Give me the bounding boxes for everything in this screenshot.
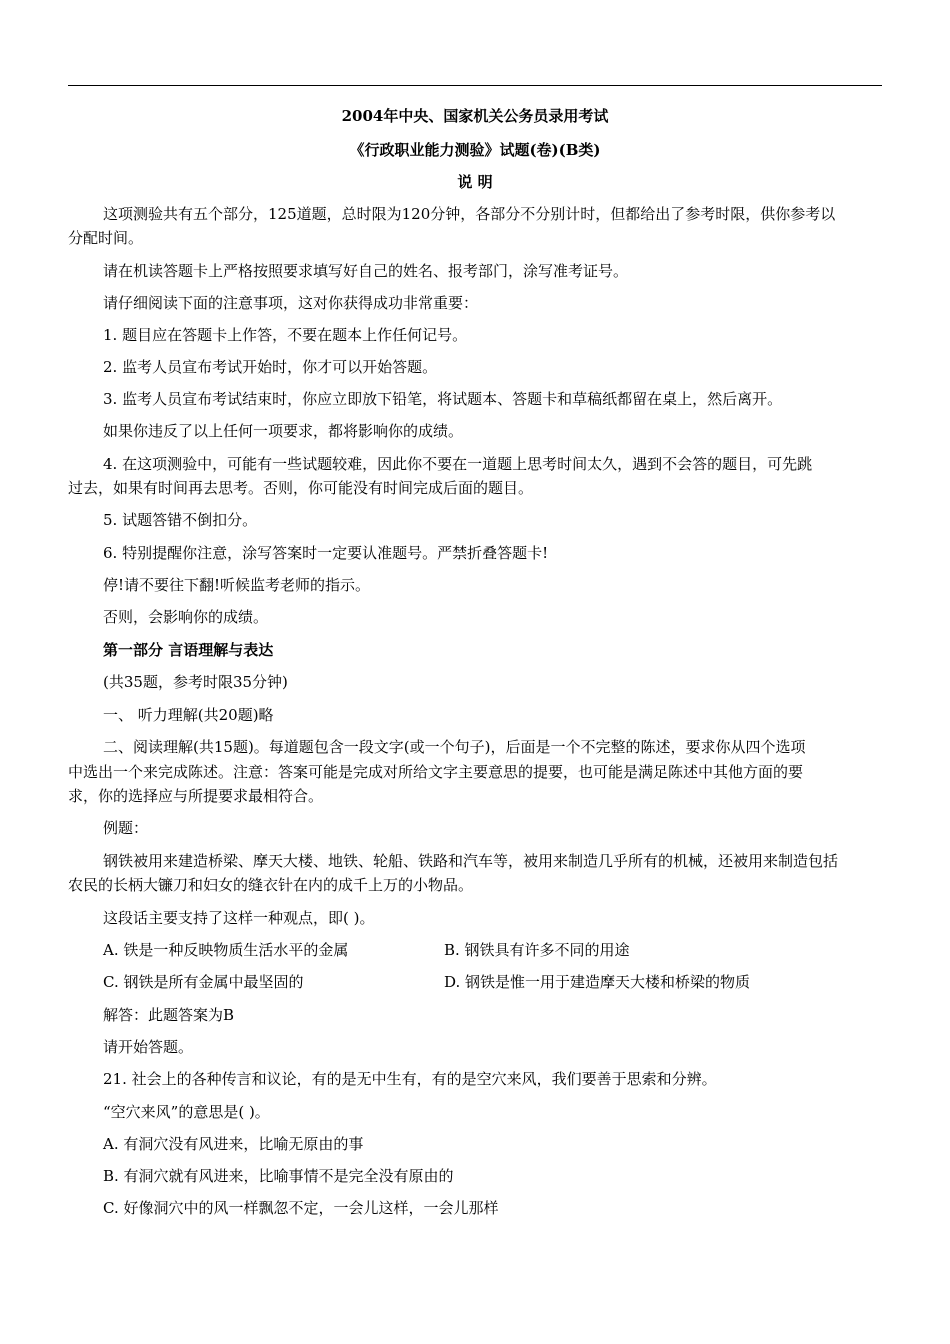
notice-item-4-line2: 过去，如果有时间再去思考。否则，你可能没有时间完成后面的题目。 <box>68 479 534 497</box>
otherwise-notice: 否则，会影响你的成绩。 <box>103 608 269 626</box>
part1-note: (共35题，参考时限35分钟) <box>103 673 288 691</box>
top-rule <box>68 85 882 86</box>
violation-warning: 如果你违反了以上任何一项要求，都将影响你的成绩。 <box>103 422 464 440</box>
notice-item-4-line1: 4. 在这项测验中，可能有一些试题较难，因此你不要在一道题上思考时间太久，遇到不会答的题目，可先跳 <box>103 455 813 473</box>
stop-notice: 停!请不要往下翻!听候监考老师的指示。 <box>103 576 371 594</box>
question-21-option-b: B. 有洞穴就有风进来，比喻事情不是完全没有原由的 <box>103 1167 454 1185</box>
instructions-heading: 说 明 <box>457 173 493 191</box>
question-21-option-a: A. 有洞穴没有风进来，比喻无原由的事 <box>103 1135 364 1153</box>
notice-lead: 请仔细阅读下面的注意事项，这对你获得成功非常重要： <box>103 294 479 312</box>
intro-paragraph-line2: 分配时间。 <box>68 229 144 247</box>
example-label: 例题： <box>103 819 149 837</box>
intro-paragraph-line1: 这项测验共有五个部分，125道题，总时限为120分钟，各部分不分别计时，但都给出了参考时限，供你参考以 <box>103 205 836 223</box>
question-21-prompt: “空穴来风”的意思是( )。 <box>103 1103 270 1121</box>
listening-section: 一、 听力理解(共20题)略 <box>103 706 274 724</box>
example-answer: 解答：此题答案为B <box>103 1006 235 1024</box>
example-option-d: D. 钢铁是惟一用于建造摩天大楼和桥梁的物质 <box>444 973 751 991</box>
reading-section-line3: 求，你的选择应与所提要求最相符合。 <box>68 787 324 805</box>
example-question: 这段话主要支持了这样一种观点，即( )。 <box>103 909 375 927</box>
example-text-line2: 农民的长柄大镰刀和妇女的缝衣针在内的成千上万的小物品。 <box>68 876 474 894</box>
answer-sheet-instruction: 请在机读答题卡上严格按照要求填写好自己的姓名、报考部门，涂写准考证号。 <box>103 262 629 280</box>
notice-item-3: 3. 监考人员宣布考试结束时，你应立即放下铅笔，将试题本、答题卡和草稿纸都留在桌上，然后离开。 <box>103 390 783 408</box>
question-21-option-c: C. 好像洞穴中的风一样飘忽不定，一会儿这样，一会儿那样 <box>103 1199 499 1217</box>
begin-notice: 请开始答题。 <box>103 1038 194 1056</box>
exam-title: 2004年中央、国家机关公务员录用考试 <box>341 107 609 125</box>
part1-heading: 第一部分 言语理解与表达 <box>103 641 274 659</box>
question-21-text: 21. 社会上的各种传言和议论，有的是无中生有，有的是空穴来风，我们要善于思索和分辨。 <box>103 1070 717 1088</box>
example-text-line1: 钢铁被用来建造桥梁、摩天大楼、地铁、轮船、铁路和汽车等，被用来制造几乎所有的机械，还被用来制造包括 <box>103 852 839 870</box>
example-option-b: B. 钢铁具有许多不同的用途 <box>444 941 630 959</box>
reading-section-line1: 二、阅读理解(共15题)。每道题包含一段文字(或一个句子)，后面是一个不完整的陈述，要求你从四个选项 <box>103 738 806 756</box>
notice-item-6: 6. 特别提醒你注意，涂写答案时一定要认准题号。严禁折叠答题卡! <box>103 544 549 562</box>
notice-item-2: 2. 监考人员宣布考试开始时，你才可以开始答题。 <box>103 358 438 376</box>
exam-subtitle: 《行政职业能力测验》试题(卷)(B类) <box>349 141 601 159</box>
example-option-c: C. 钢铁是所有金属中最坚固的 <box>103 973 304 991</box>
notice-item-5: 5. 试题答错不倒扣分。 <box>103 511 258 529</box>
example-option-a: A. 铁是一种反映物质生活水平的金属 <box>103 941 349 959</box>
reading-section-line2: 中选出一个来完成陈述。注意：答案可能是完成对所给文字主要意思的提要，也可能是满足陈述中其他方面的要 <box>68 763 804 781</box>
notice-item-1: 1. 题目应在答题卡上作答，不要在题本上作任何记号。 <box>103 326 468 344</box>
